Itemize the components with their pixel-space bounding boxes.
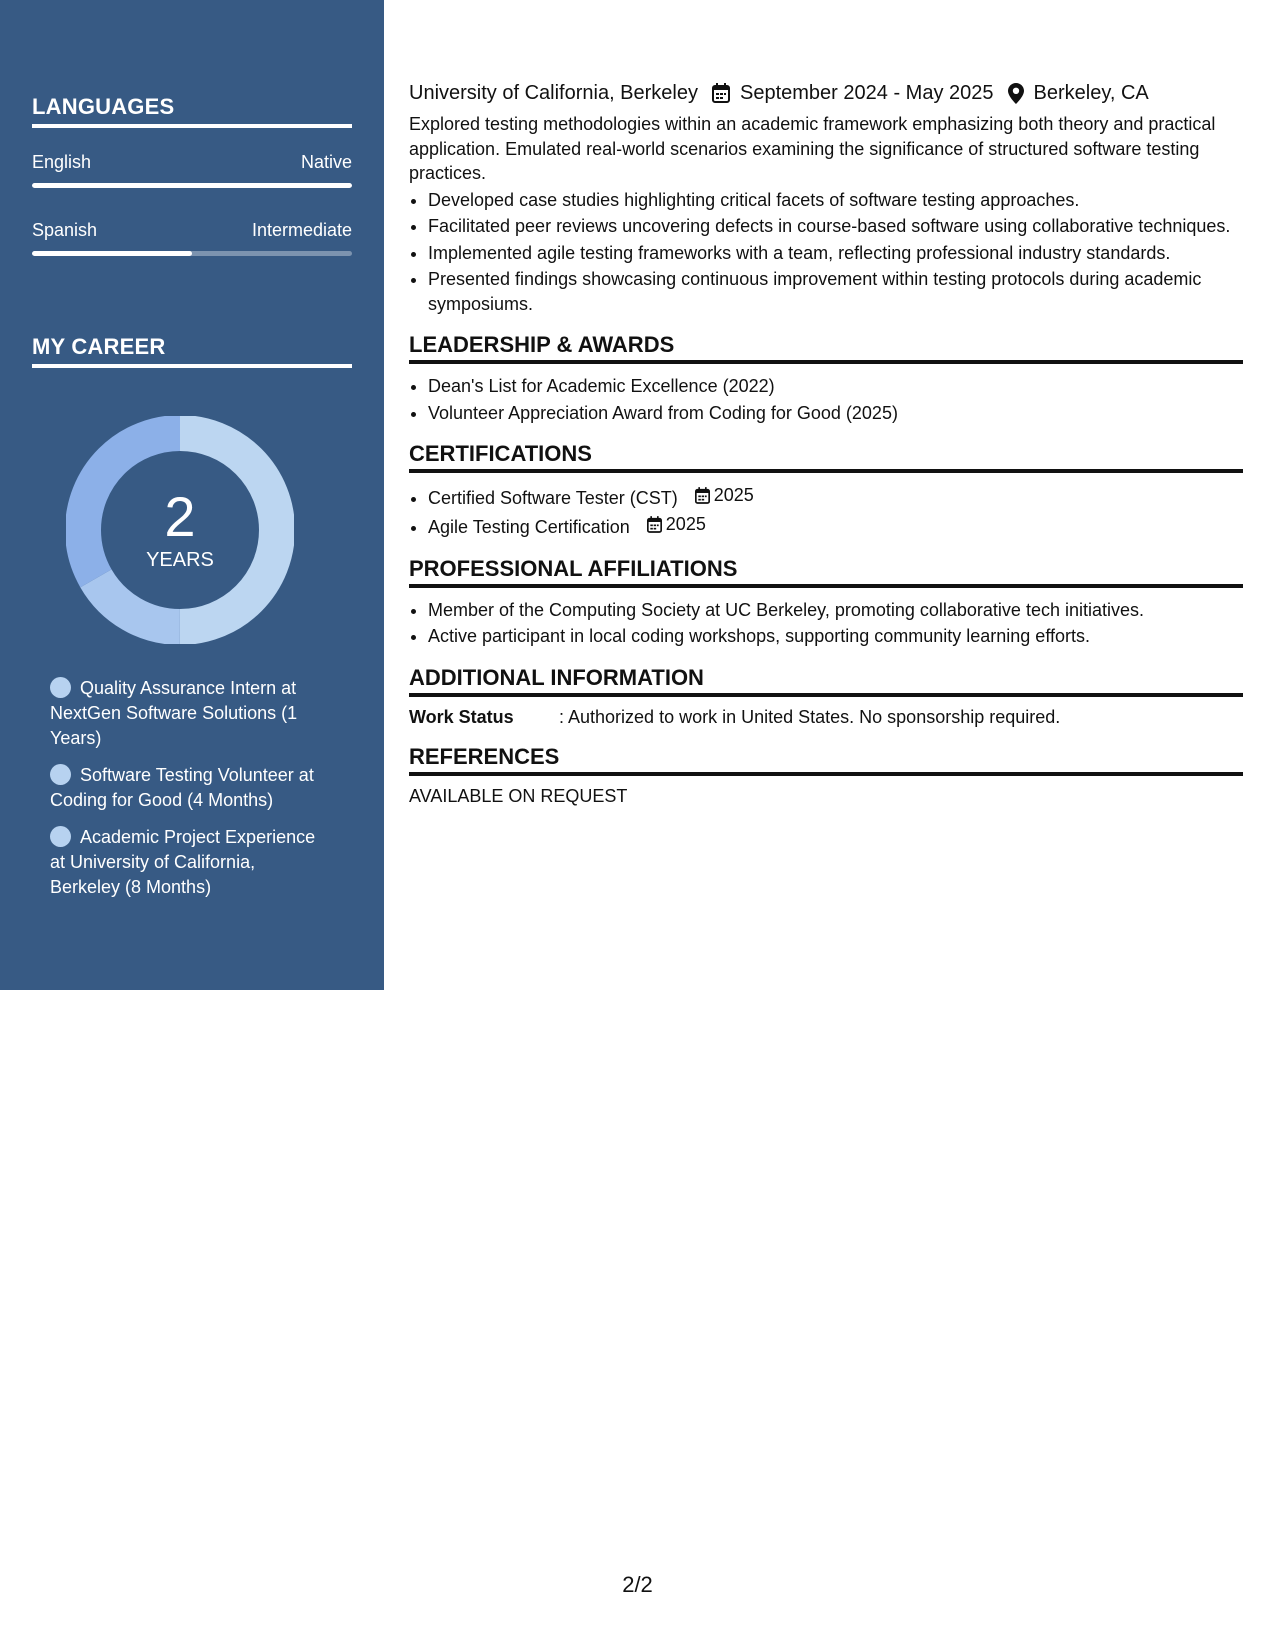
affiliations-heading: PROFESSIONAL AFFILIATIONS (409, 556, 1243, 588)
language-row-english (32, 152, 352, 173)
career-heading: MY CAREER (32, 334, 352, 368)
education-bullet: • Implemented agile testing frameworks with a team, reflecting professional industry standards. (428, 241, 1243, 266)
certification-item (428, 483, 1243, 510)
education-school: University of California, Berkeley (409, 82, 698, 104)
education-bullet: • Presented findings showcasing continuous improvement within testing protocols during academic symposiums. (428, 267, 1243, 316)
page-number: 2/2 (622, 1572, 653, 1597)
career-years-number: 2 (164, 484, 196, 548)
education-bullet: • Developed case studies highlighting critical facets of software testing approaches. (428, 188, 1243, 213)
certifications-list (409, 483, 1243, 540)
languages-heading: LANGUAGES (32, 94, 352, 128)
sidebar (0, 0, 384, 990)
leadership-heading: LEADERSHIP & AWARDS (409, 332, 1243, 364)
career-dot-icon (50, 826, 71, 847)
additional-info-heading: ADDITIONAL INFORMATION (409, 665, 1243, 697)
calendar-icon (695, 487, 710, 504)
career-donut-chart (66, 416, 294, 644)
location-pin-icon (1008, 83, 1024, 104)
certifications-heading: CERTIFICATIONS (409, 441, 1243, 473)
work-status-value: : Authorized to work in United States. No sponsorship required. (559, 706, 1061, 727)
calendar-icon (712, 83, 730, 103)
certification-item (428, 512, 1243, 539)
leadership-item: • Dean's List for Academic Excellence (2022) (428, 374, 1243, 399)
certification-year: 2025 (713, 485, 754, 505)
languages-section (32, 94, 352, 256)
affiliations-list (409, 598, 1243, 649)
career-item-text: Quality Assurance Intern at NextGen Software Solutions (1 Years) (50, 678, 298, 748)
language-bar-spanish (32, 251, 352, 256)
affiliation-item: • Active participant in local coding workshops, supporting community learning efforts. (428, 624, 1243, 649)
career-item-text: Academic Project Experience at University of California, Berkeley (8 Months) (50, 827, 316, 897)
calendar-icon (647, 516, 662, 533)
certification-year: 2025 (665, 514, 706, 535)
career-section (32, 334, 352, 368)
language-bar-fill (32, 183, 352, 188)
language-level: Intermediate (251, 220, 352, 240)
education-bullet: • Facilitated peer reviews uncovering defects in course-based software using collaborative techniques. (428, 214, 1243, 239)
references-text: AVAILABLE ON REQUEST (409, 785, 628, 806)
career-years-unit: YEARS (146, 548, 214, 571)
leadership-item: • Volunteer Appreciation Award from Coding for Good (2025) (428, 401, 1243, 426)
certification-date (647, 512, 706, 537)
education-dates: September 2024 - May 2025 (740, 82, 994, 104)
education-location: Berkeley, CA (1033, 82, 1149, 104)
career-list (50, 676, 320, 912)
donut-center-label (66, 416, 294, 644)
main-content (409, 78, 1243, 807)
certification-date (695, 483, 754, 508)
education-bullets (409, 188, 1243, 317)
work-status-row (409, 707, 1243, 728)
education-description: Explored testing methodologies within an academic framework emphasizing both theory and practical application. Emulated real-world scenarios examining the significance of structured software testing practices. (409, 114, 1216, 183)
affiliation-item: • Member of the Computing Society at UC Berkeley, promoting collaborative tech initiatives. (428, 598, 1243, 623)
leadership-list (409, 374, 1243, 425)
career-dot-icon (50, 677, 71, 698)
language-row-spanish (32, 220, 352, 241)
language-bar-english (32, 183, 352, 188)
language-name: English (32, 152, 92, 172)
career-item (50, 676, 320, 751)
career-item-text: Software Testing Volunteer at Coding for Good (4 Months) (50, 765, 314, 810)
career-item (50, 763, 320, 813)
work-status-label: Work Status (409, 706, 514, 727)
education-header (409, 78, 1243, 108)
language-name: Spanish (32, 220, 98, 240)
career-item (50, 825, 320, 900)
certification-name: Agile Testing Certification (428, 517, 630, 537)
certification-name: Certified Software Tester (CST) (428, 487, 678, 508)
language-level: Native (300, 152, 352, 172)
language-bar-fill (32, 251, 192, 256)
references-heading: REFERENCES (409, 744, 1243, 776)
career-dot-icon (50, 764, 71, 785)
